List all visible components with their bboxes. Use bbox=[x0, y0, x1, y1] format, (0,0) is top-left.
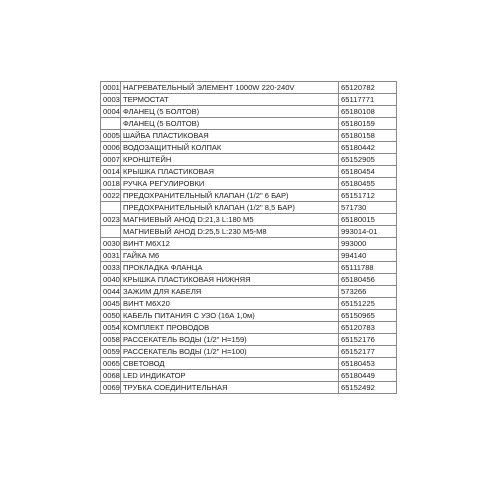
part-code: 65152176 bbox=[339, 334, 397, 346]
part-description: ВИНТ M6X20 bbox=[121, 298, 339, 310]
part-code: 65180158 bbox=[339, 130, 397, 142]
part-code: 65180015 bbox=[339, 214, 397, 226]
position-number: 0031 bbox=[101, 250, 121, 262]
table-row bbox=[101, 262, 397, 274]
part-code: 65180454 bbox=[339, 166, 397, 178]
part-description: ПРЕДОХРАНИТЕЛЬНЫЙ КЛАПАН (1/2" 8,5 БАР) bbox=[121, 202, 339, 214]
table-row bbox=[101, 166, 397, 178]
part-code: 573266 bbox=[339, 286, 397, 298]
part-code: 65180449 bbox=[339, 370, 397, 382]
table-row bbox=[101, 142, 397, 154]
part-description: КОМПЛЕКТ ПРОВОДОВ bbox=[121, 322, 339, 334]
part-code: 65152905 bbox=[339, 154, 397, 166]
part-code: 65180159 bbox=[339, 118, 397, 130]
position-number: 0069 bbox=[101, 382, 121, 394]
position-number: 0030 bbox=[101, 238, 121, 250]
position-number: 0006 bbox=[101, 142, 121, 154]
part-code: 65117771 bbox=[339, 94, 397, 106]
part-description: ПРОКЛАДКА ФЛАНЦА bbox=[121, 262, 339, 274]
table-row bbox=[101, 238, 397, 250]
part-code: 571730 bbox=[339, 202, 397, 214]
position-number: 0044 bbox=[101, 286, 121, 298]
table-row bbox=[101, 190, 397, 202]
part-description: ЗАЖИМ ДЛЯ КАБЕЛЯ bbox=[121, 286, 339, 298]
part-description: РАССЕКАТЕЛЬ ВОДЫ (1/2" H=159) bbox=[121, 334, 339, 346]
position-number: 0033 bbox=[101, 262, 121, 274]
part-description: ШАЙБА ПЛАСТИКОВАЯ bbox=[121, 130, 339, 142]
position-number: 0001 bbox=[101, 82, 121, 94]
part-description: КРЫШКА ПЛАСТИКОВАЯ bbox=[121, 166, 339, 178]
position-number: 0068 bbox=[101, 370, 121, 382]
table-row bbox=[101, 358, 397, 370]
table-row bbox=[101, 202, 397, 214]
part-description: ВОДОЗАЩИТНЫЙ КОЛПАК bbox=[121, 142, 339, 154]
table-row bbox=[101, 106, 397, 118]
table-row bbox=[101, 178, 397, 190]
part-description: ФЛАНЕЦ (5 БОЛТОВ) bbox=[121, 106, 339, 118]
table-row bbox=[101, 310, 397, 322]
table-row bbox=[101, 250, 397, 262]
table-row bbox=[101, 226, 397, 238]
table-row bbox=[101, 118, 397, 130]
position-number: 0023 bbox=[101, 214, 121, 226]
part-description: НАГРЕВАТЕЛЬНЫЙ ЭЛЕМЕНТ 1000W 220-240V bbox=[121, 82, 339, 94]
part-code: 65180456 bbox=[339, 274, 397, 286]
part-description: ТЕРМОСТАТ bbox=[121, 94, 339, 106]
part-code: 65120782 bbox=[339, 82, 397, 94]
position-number: 0059 bbox=[101, 346, 121, 358]
part-description: РУЧКА РЕГУЛИРОВКИ bbox=[121, 178, 339, 190]
part-description: КРЫШКА ПЛАСТИКОВАЯ НИЖНЯЯ bbox=[121, 274, 339, 286]
position-number: 0005 bbox=[101, 130, 121, 142]
position-number: 0003 bbox=[101, 94, 121, 106]
part-code: 65111788 bbox=[339, 262, 397, 274]
part-code: 65152177 bbox=[339, 346, 397, 358]
part-code: 65150965 bbox=[339, 310, 397, 322]
part-description: ФЛАНЕЦ (5 БОЛТОВ) bbox=[121, 118, 339, 130]
part-description: ПРЕДОХРАНИТЕЛЬНЫЙ КЛАПАН (1/2" 6 БАР) bbox=[121, 190, 339, 202]
position-number bbox=[101, 226, 121, 238]
part-description: МАГНИЕВЫЙ АНОД D:21,3 L:180 M5 bbox=[121, 214, 339, 226]
part-code: 65180108 bbox=[339, 106, 397, 118]
part-code: 65151712 bbox=[339, 190, 397, 202]
part-description: ТРУБКА СОЕДИНИТЕЛЬНАЯ bbox=[121, 382, 339, 394]
table-row bbox=[101, 298, 397, 310]
part-code: 65151225 bbox=[339, 298, 397, 310]
parts-table-body bbox=[101, 82, 397, 394]
part-code: 65120783 bbox=[339, 322, 397, 334]
position-number: 0022 bbox=[101, 190, 121, 202]
position-number: 0014 bbox=[101, 166, 121, 178]
part-description: СВЕТОВОД bbox=[121, 358, 339, 370]
position-number: 0040 bbox=[101, 274, 121, 286]
part-description: КРОНШТЕЙН bbox=[121, 154, 339, 166]
position-number: 0018 bbox=[101, 178, 121, 190]
part-description: МАГНИЕВЫЙ АНОД D:25,5 L:230 M5-M8 bbox=[121, 226, 339, 238]
table-row bbox=[101, 214, 397, 226]
part-description: КАБЕЛЬ ПИТАНИЯ С УЗО (16А 1,0м) bbox=[121, 310, 339, 322]
parts-table bbox=[100, 81, 397, 394]
table-row bbox=[101, 334, 397, 346]
part-code: 65152492 bbox=[339, 382, 397, 394]
part-description: ВИНТ M6X12 bbox=[121, 238, 339, 250]
table-row bbox=[101, 370, 397, 382]
position-number: 0065 bbox=[101, 358, 121, 370]
table-row bbox=[101, 154, 397, 166]
part-description: РАССЕКАТЕЛЬ ВОДЫ (1/2" H=100) bbox=[121, 346, 339, 358]
part-code: 65180453 bbox=[339, 358, 397, 370]
table-row bbox=[101, 286, 397, 298]
table-row bbox=[101, 322, 397, 334]
part-description: LED ИНДИКАТОР bbox=[121, 370, 339, 382]
part-code: 993000 bbox=[339, 238, 397, 250]
table-row bbox=[101, 346, 397, 358]
table-row bbox=[101, 274, 397, 286]
table-row bbox=[101, 94, 397, 106]
part-code: 993014-01 bbox=[339, 226, 397, 238]
position-number: 0007 bbox=[101, 154, 121, 166]
part-description: ГАЙКА M6 bbox=[121, 250, 339, 262]
table-row bbox=[101, 82, 397, 94]
position-number: 0054 bbox=[101, 322, 121, 334]
table-row bbox=[101, 382, 397, 394]
position-number: 0045 bbox=[101, 298, 121, 310]
position-number: 0058 bbox=[101, 334, 121, 346]
position-number: 0004 bbox=[101, 106, 121, 118]
part-code: 994140 bbox=[339, 250, 397, 262]
position-number bbox=[101, 118, 121, 130]
table-row bbox=[101, 130, 397, 142]
position-number: 0050 bbox=[101, 310, 121, 322]
part-code: 65180442 bbox=[339, 142, 397, 154]
position-number bbox=[101, 202, 121, 214]
part-code: 65180455 bbox=[339, 178, 397, 190]
